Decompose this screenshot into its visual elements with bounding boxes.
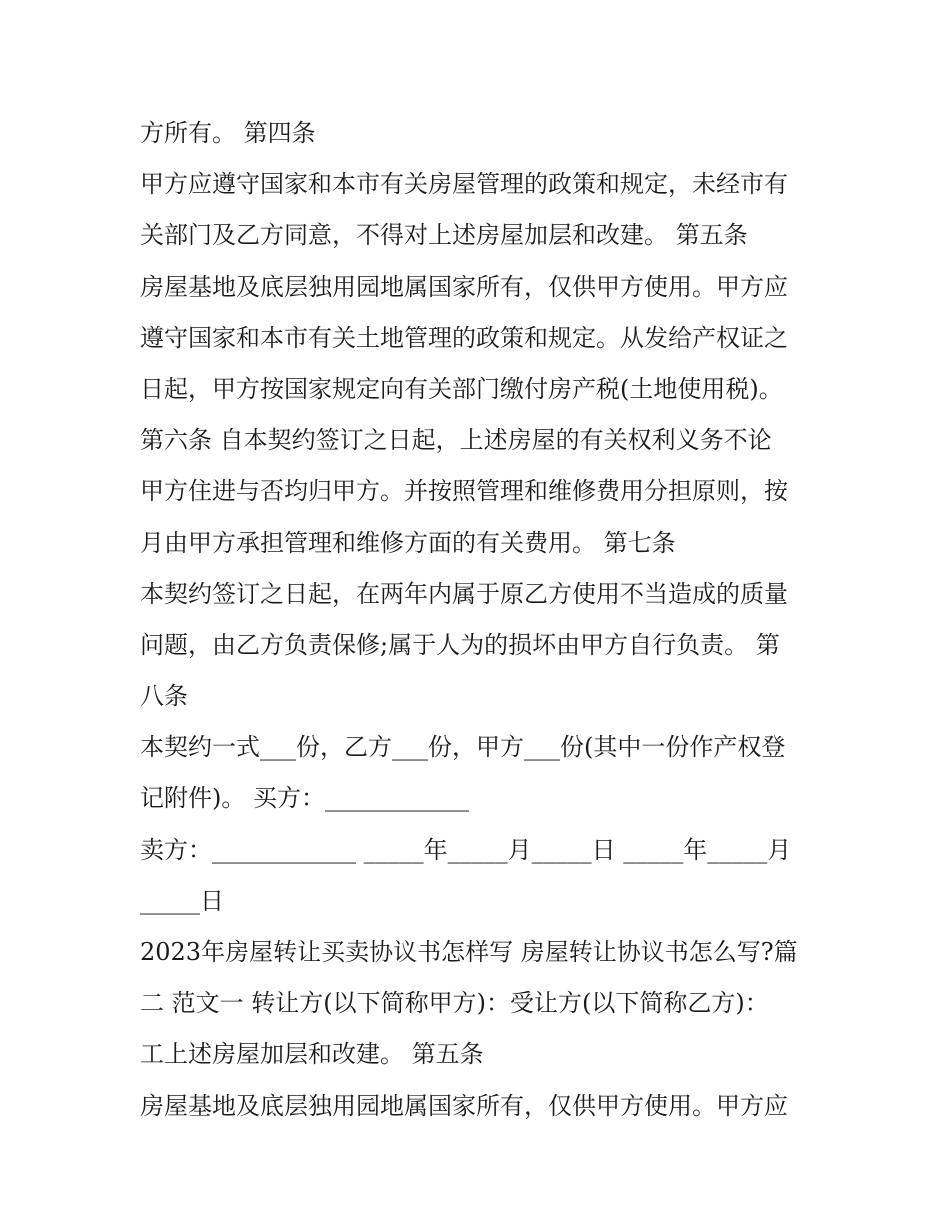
text-line: 甲方住进与否均归甲方。并按照管理和维修费用分担原则，按 [140,477,788,506]
text-line: 记附件)。 买方：____________ [140,784,469,813]
text-line: 日起，甲方按国家规定向有关部门缴付房产税(土地使用税)。 [140,374,783,403]
text-line: 2023年房屋转让买卖协议书怎样写 房屋转让协议书怎么写?篇 [140,938,798,966]
text-line: 二 范文一 转让方(以下简称甲方)：受让方(以下简称乙方)： [140,989,769,1018]
text-line: 第六条 自本契约签订之日起，上述房屋的有关权利义务不论 [140,426,772,455]
text-line: 房屋基地及底层独用园地属国家所有，仅供甲方使用。甲方应 [140,272,788,301]
document-body [140,108,820,1132]
text-line: 卖方：____________ _____年_____月_____日 _____年_____月 [140,835,792,864]
text-line: 方所有。 第四条 [140,119,316,147]
text-line: 本契约签订之日起，在两年内属于原乙方使用不当造成的质量 [140,579,788,608]
text-line: 遵守国家和本市有关土地管理的政策和规定。从发给产权证之 [140,323,788,352]
text-line: 问题，由乙方负责保修;属于人为的损坏由甲方自行负责。 第 [140,630,780,659]
text-line: 房屋基地及底层独用园地属国家所有，仅供甲方使用。甲方应 [140,1091,788,1120]
text-line: 八条 [140,682,188,711]
text-line: _____日 [140,886,224,915]
text-line: 甲方应遵守国家和本市有关房屋管理的政策和规定，未经市有 [140,170,788,199]
text-line: 工上述房屋加层和改建。 第五条 [140,1040,484,1069]
text-line: 关部门及乙方同意，不得对上述房屋加层和改建。 第五条 [140,221,748,250]
text-line: 月由甲方承担管理和维修方面的有关费用。 第七条 [140,528,676,557]
text-line: 本契约一式___份，乙方___份，甲方___份(其中一份作产权登 [140,733,786,762]
